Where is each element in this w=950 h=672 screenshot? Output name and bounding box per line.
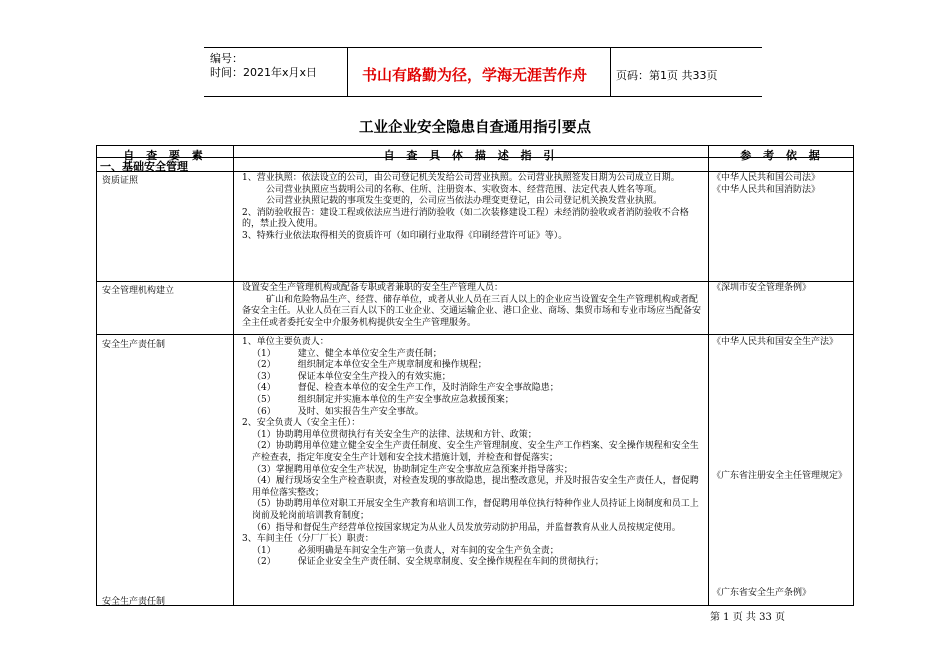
description-cell	[242, 173, 704, 243]
page-info: 页码：第1页 共33页	[616, 69, 718, 82]
item-number: （3）	[252, 371, 276, 382]
item-number: （1）	[252, 348, 276, 359]
item-text: 及时、如实报告生产安全事故。	[297, 406, 424, 417]
description-line: 3、特殊行业依法取得相关的资质许可（如印刷行业取得《印刷经营许可证》等）。	[242, 230, 568, 241]
description-line: 2、安全负责人（安全主任）：	[242, 418, 361, 429]
reference-item: 《深圳市安全管理条例》	[712, 283, 812, 293]
description-cell	[242, 337, 704, 569]
description-cell	[242, 283, 704, 329]
column-header-reference: 参 考 依 据	[740, 149, 824, 162]
reference-item: 《中华人民共和国安全生产法》	[712, 337, 839, 347]
reference-item: 《广东省安全生产条例》	[712, 588, 812, 598]
description-line	[242, 395, 704, 407]
description-line	[242, 557, 704, 569]
reference-item: 《中华人民共和国消防法》	[712, 184, 821, 195]
item-number: （1）	[252, 545, 276, 556]
description-line	[242, 546, 704, 558]
description-line: 设置安全生产管理机构或配备专职或者兼职的安全生产管理人员：	[242, 283, 504, 293]
item-number: （2）	[252, 360, 276, 371]
column-divider	[708, 146, 709, 605]
item-text: 保证本单位安全生产投入的有效实施；	[297, 371, 451, 382]
description-line	[242, 407, 704, 419]
motto: 书山有路勤为径，学海无涯苦作舟	[362, 66, 588, 84]
item-text: 保证企业安全生产责任制、安全规章制度、安全操作规程在车间的贯彻执行；	[297, 557, 604, 568]
page-footer: 第 1 页 共 33 页	[710, 612, 785, 623]
item-number: （6）	[252, 406, 276, 417]
row-divider	[97, 171, 853, 172]
item-text: 必须明确是车间安全生产第一负责人，对车间的安全生产负全责；	[297, 545, 559, 556]
header-bottom-rule	[204, 96, 762, 97]
category-cell: 安全管理机构建立	[102, 286, 175, 296]
description-line: 公司营业执照应当载明公司的名称、住所、注册资本、实收资本、经营范围、法定代表人姓名等项。	[266, 184, 663, 195]
description-line: （6）指导和督促生产经营单位按国家规定为从业人员发放劳动防护用品，并监督教育从业人员按规定使用。	[252, 522, 681, 533]
description-line: （4）履行现场安全生产检查职责，对检查发现的事故隐患，提出整改意见，并及时报告安全生产责任人，督促聘用单位落实整改；	[252, 476, 699, 498]
document-number: 编号：	[210, 52, 243, 65]
column-header-description: 自 查 具 体 描 述 指 引	[383, 149, 559, 162]
category-cell-continued: 安全生产责任制	[102, 597, 166, 606]
document-title: 工业企业安全隐患自查通用指引要点	[359, 120, 591, 136]
description-line: 1、单位主要负责人：	[242, 337, 329, 347]
item-text: 督促、检查本单位的安全生产工作，及时消除生产安全事故隐患；	[297, 383, 559, 394]
description-line: （5）协助聘用单位对职工开展安全生产教育和培训工作，督促聘用单位执行特种作业人员持证上岗制度和员工上岗前及轮岗前培训教育制度；	[252, 499, 699, 521]
description-line	[242, 383, 704, 395]
description-line: 1、营业执照：依法设立的公司，由公司登记机关发给公司营业执照。公司营业执照签发日期为公司成立日期。	[242, 173, 680, 183]
item-text: 组织制定并实施本单位的生产安全事故应急救援预案；	[297, 394, 514, 405]
reference-item: 《广东省注册安全主任管理规定》	[712, 471, 848, 481]
column-divider	[233, 146, 234, 605]
reference-cell	[712, 283, 850, 295]
row-divider	[97, 281, 853, 282]
description-line: 公司营业执照记载的事项发生变更的，公司应当依法办理变更登记，由公司登记机关换发营业执照。	[266, 196, 663, 207]
description-line: （3）掌握聘用单位安全生产状况，协助制定生产安全事故应急预案并指导落实；	[252, 464, 573, 475]
header-divider	[347, 47, 348, 96]
checklist-table	[96, 145, 854, 606]
description-line: 矿山和危险物品生产、经营、储存单位，或者从业人员在三百人以上的企业应当设置安全生产管理机构或者配备安全主任。从业人员在三百人以下的工业企业、交通运输企业、港口企业、商场、集贸市场和专业市场应当配备安全主任或者委托安全中介服务机构提供安全生产管理服务。	[242, 294, 702, 328]
description-line	[242, 349, 704, 361]
description-line	[242, 372, 704, 384]
reference-cell	[712, 173, 850, 196]
description-line: （1）协助聘用单位贯彻执行有关安全生产的法律、法规和方针、政策；	[252, 429, 537, 440]
header-top-rule	[204, 47, 762, 48]
item-text: 建立、健全本单位安全生产责任制；	[297, 348, 442, 359]
description-line	[242, 360, 704, 372]
description-line: 3、车间主任（分厂厂长）职责：	[242, 534, 374, 545]
section-heading: 一、基础安全管理	[100, 160, 188, 173]
column-header-element: 自 查 要 素	[123, 149, 207, 162]
item-number: （4）	[252, 383, 276, 394]
reference-item: 《中华人民共和国公司法》	[712, 173, 821, 183]
header-divider	[610, 47, 611, 96]
row-divider	[97, 334, 853, 335]
item-number: （5）	[252, 394, 276, 405]
item-text: 组织制定本单位安全生产规章制度和操作规程；	[297, 360, 487, 371]
category-cell: 安全生产责任制	[102, 340, 166, 350]
category-cell: 资质证照	[102, 176, 139, 186]
description-line: （2）协助聘用单位建立健全安全生产责任制度、安全生产管理制度、安全生产工作档案、安全操作规程和安全生产检查表，指定年度安全生产计划和安全技术措施计划，并检查和督促落实；	[252, 441, 699, 463]
description-line: 2、消防验收报告：建设工程或依法应当进行消防验收（如二次装修建设工程）未经消防验收或者消防验收不合格的，禁止投入使用。	[242, 207, 689, 230]
item-number: （2）	[252, 557, 276, 568]
document-date: 时间：2021年x月x日	[210, 66, 318, 79]
